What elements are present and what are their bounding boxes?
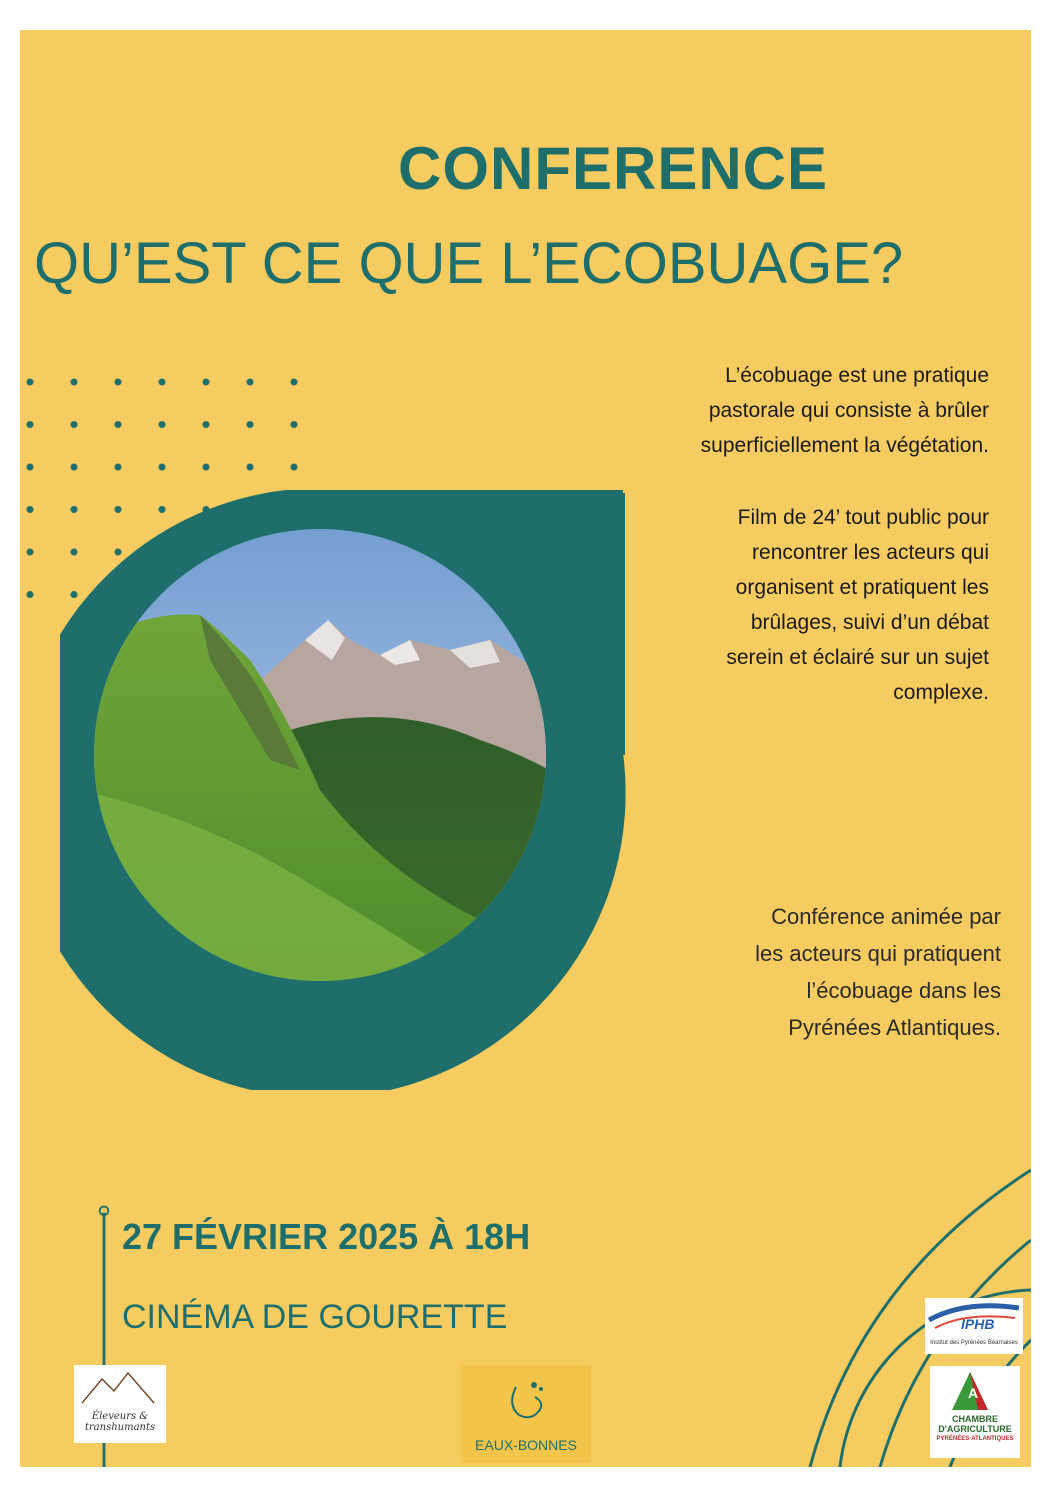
decorative-dot bbox=[27, 379, 34, 386]
definition-line: pastorale qui consiste à brûler bbox=[708, 399, 989, 422]
decorative-dot bbox=[27, 464, 34, 471]
decorative-dot bbox=[291, 379, 298, 386]
iphb-caption: Institut des Pyrénées Béarnaises bbox=[930, 1340, 1018, 1346]
definition-paragraph bbox=[569, 358, 989, 463]
decorative-dot bbox=[159, 421, 166, 428]
conference-line: Conférence animée par bbox=[771, 904, 1001, 929]
landscape-image bbox=[60, 490, 640, 1090]
definition-line: superficiellement la végétation. bbox=[700, 434, 989, 457]
event-date: 27 FÉVRIER 2025 À 18H bbox=[122, 1216, 531, 1257]
film-line: Film de 24’ tout public pour bbox=[737, 506, 989, 529]
decorative-dot bbox=[115, 421, 122, 428]
landscape-image-frame bbox=[60, 490, 640, 1095]
eaux-bonnes-emblem-icon bbox=[461, 1365, 591, 1435]
poster bbox=[20, 30, 1031, 1467]
svg-text:A: A bbox=[968, 1385, 979, 1401]
decorative-dot bbox=[203, 421, 210, 428]
eaux-bonnes-logo bbox=[461, 1365, 591, 1463]
decorative-dot bbox=[291, 421, 298, 428]
eleveurs-logo bbox=[74, 1365, 166, 1443]
decorative-dot bbox=[27, 506, 34, 513]
decorative-dot bbox=[203, 379, 210, 386]
decorative-dot bbox=[71, 379, 78, 386]
conference-line: l’écobuage dans les bbox=[806, 978, 1001, 1003]
decorative-dot bbox=[159, 379, 166, 386]
decorative-dot bbox=[115, 464, 122, 471]
conference-line: Pyrénées Atlantiques. bbox=[788, 1015, 1001, 1040]
decorative-dot bbox=[71, 464, 78, 471]
decorative-dot bbox=[291, 464, 298, 471]
film-line: complexe. bbox=[893, 681, 989, 704]
decorative-dot bbox=[247, 379, 254, 386]
decorative-dot bbox=[203, 464, 210, 471]
eleveurs-logo-text: Éleveurs & transhumants bbox=[84, 1411, 156, 1433]
iphb-logo bbox=[925, 1298, 1023, 1354]
conference-paragraph bbox=[581, 898, 1001, 1046]
film-line: brûlages, suivi d’un débat bbox=[750, 611, 989, 634]
decorative-dot bbox=[71, 421, 78, 428]
decorative-dot bbox=[27, 549, 34, 556]
page-subtitle: QU’EST CE QUE L’ECOBUAGE? bbox=[34, 231, 904, 296]
film-line: serein et éclairé sur un sujet bbox=[726, 646, 989, 669]
mountain-icon bbox=[74, 1365, 166, 1413]
chambre-label-3: PYRÉNÉES-ATLANTIQUES bbox=[936, 1436, 1014, 1442]
decorative-dot bbox=[27, 421, 34, 428]
decorative-dot bbox=[159, 464, 166, 471]
decorative-dot bbox=[247, 464, 254, 471]
iphb-label: IPHB bbox=[961, 1316, 995, 1332]
film-line: rencontrer les acteurs qui bbox=[752, 541, 989, 564]
chambre-label-1: CHAMBRE bbox=[952, 1414, 998, 1424]
chambre-label-2: D'AGRICULTURE bbox=[938, 1424, 1012, 1434]
page-title: CONFERENCE bbox=[398, 135, 829, 202]
chambre-agriculture-logo bbox=[930, 1366, 1020, 1458]
event-venue: CINÉMA DE GOURETTE bbox=[122, 1298, 508, 1336]
eaux-bonnes-label: EAUX-BONNES bbox=[475, 1437, 577, 1453]
chambre-agriculture-emblem-icon bbox=[930, 1366, 1020, 1412]
decorative-dot bbox=[247, 421, 254, 428]
decorative-dot bbox=[115, 379, 122, 386]
definition-line: L’écobuage est une pratique bbox=[725, 364, 989, 387]
film-paragraph bbox=[569, 500, 989, 710]
film-line: organisent et pratiquent les bbox=[735, 576, 989, 599]
conference-line: les acteurs qui pratiquent bbox=[755, 941, 1001, 966]
decorative-dot bbox=[27, 591, 34, 598]
